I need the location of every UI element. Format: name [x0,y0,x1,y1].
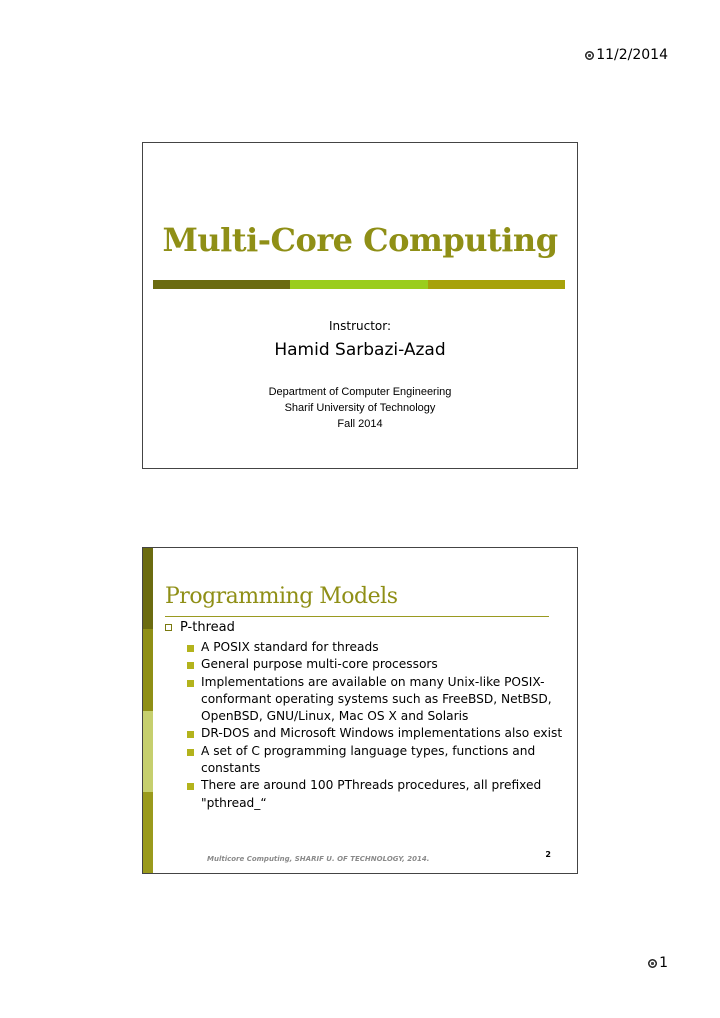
list-item-text: There are around 100 PThreads procedures, all prefixed "pthread_“ [201,778,542,810]
square-bullet-icon [187,662,194,669]
list-item [187,656,567,673]
list-item-text: General purpose multi-core processors [201,657,438,672]
color-bar-segment-3 [428,280,565,289]
instructor-name: Hamid Sarbazi-Azad [274,340,446,360]
page-number: 1 [659,955,668,971]
page-date: 11/2/2014 [596,47,668,63]
page-marker-icon [648,959,657,968]
list-item-text: A POSIX standard for threads [201,640,379,654]
square-bullet-icon [187,783,194,790]
square-bullet-icon [187,645,194,652]
slide-title: Programming Models [165,584,398,609]
instructor-label: Instructor: [328,319,392,333]
square-bullet-icon [187,749,194,756]
slide-number: 2 [545,850,551,859]
university: Sharif University of Technology [284,402,436,414]
list-item-text: Implementations are available on many Unix-like POSIX-conformant operating systems such as FreeBSD, NetBSD, OpenBSD, GNU/Linux, Mac OS X and Solaris [201,674,552,724]
main-bullet [165,620,235,635]
side-bar-segment-4 [143,792,153,873]
list-item [187,725,567,742]
hollow-square-bullet-icon [165,624,172,631]
slide-side-bar [143,548,153,873]
side-bar-segment-2 [143,629,153,710]
color-bar-segment-2 [290,280,427,289]
slide-footer: Multicore Computing, SHARIF U. OF TECHNOLOGY, 2014. [207,855,430,863]
list-item [187,639,567,656]
square-bullet-icon [187,731,194,738]
side-bar-segment-1 [143,548,153,629]
color-bar-segment-1 [153,280,290,289]
affiliation-block [143,384,577,432]
page-header-date [585,47,668,63]
title-slide [142,142,578,469]
main-bullet-text: P-thread [180,620,235,635]
list-item [187,674,567,726]
title-color-bar [153,280,565,289]
list-item [187,777,567,812]
page-footer [648,955,668,971]
term: Fall 2014 [337,418,383,430]
sub-bullet-list [187,639,567,812]
department: Department of Computer Engineering [268,386,452,398]
page-marker-icon [585,51,594,60]
content-slide [142,547,578,874]
slide-title: Multi-Core Computing [162,221,558,259]
list-item-text: A set of C programming language types, functions and constants [201,743,536,776]
list-item [187,743,567,778]
title-divider [165,616,549,617]
side-bar-segment-3 [143,711,153,792]
square-bullet-icon [187,680,194,687]
list-item-text: DR-DOS and Microsoft Windows implementations also exist [201,726,563,741]
